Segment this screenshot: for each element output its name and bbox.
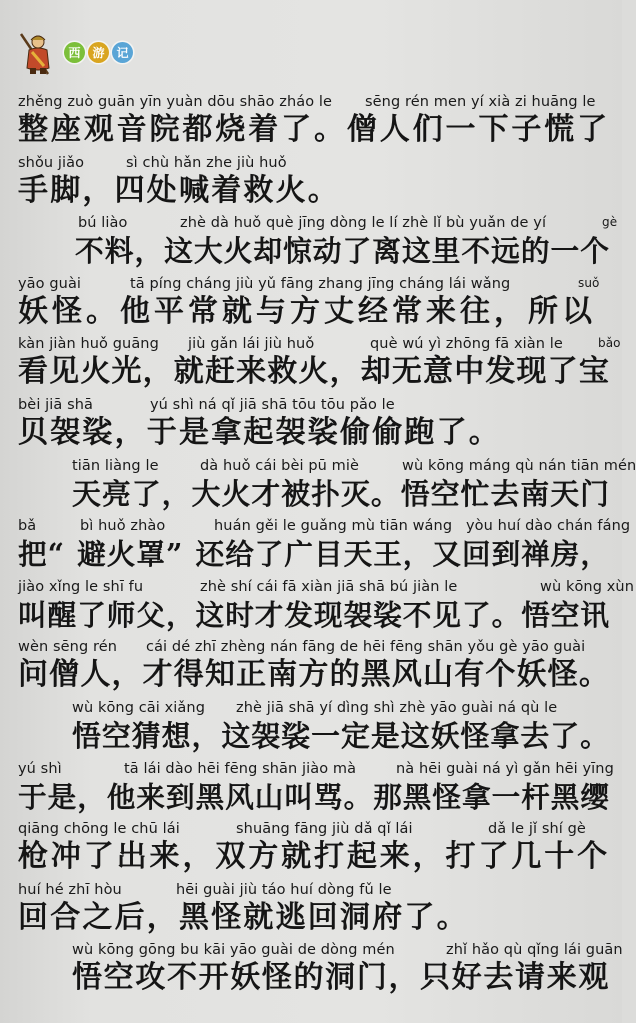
pinyin-text: wù kōng cāi xiǎng <box>72 700 206 716</box>
hanzi-text: 贝 袈 裟 ， 于 是 拿 起 袈 裟 偷 偷 跑 了 。 <box>18 415 499 450</box>
pinyin-text: zhè jiā shā yí dìng shì zhè yāo guài ná qù le <box>236 700 558 716</box>
pinyin-text: bǎ <box>18 518 37 535</box>
pinyin-text: zhè dà huǒ què jīng dòng le lí zhè lǐ bù yuǎn de yí <box>180 215 547 232</box>
hanzi-text: 看 见 火 光 ， 就 赶 来 救 火 ， 却 无 意 中 发 现 了 宝 <box>18 354 609 390</box>
pinyin-text: tā píng cháng jiù yǔ fāng zhang jīng cháng lái wǎng <box>130 275 511 292</box>
pinyin-text: bǎo <box>598 336 621 351</box>
pinyin-text: wù kōng máng qù nán tiān mén <box>402 457 636 474</box>
hanzi-text: 天 亮 了 ， 大 火 才 被 扑 灭 。 悟 空 忙 去 南 天 门 <box>72 476 609 511</box>
pinyin-text: gè <box>602 215 618 230</box>
pinyin-text: yòu huí dào chán fáng <box>466 518 631 535</box>
pinyin-text: jiù gǎn lái jiù huǒ <box>188 336 315 353</box>
pinyin-text: qiāng chōng le chū lái <box>18 821 180 838</box>
pinyin-text: suǒ <box>578 275 600 290</box>
hanzi-text: 把 “ 避 火 罩 ” 还 给 了 广 目 天 王 ， 又 回 到 禅 房 ， <box>18 537 609 572</box>
text-line <box>0 94 622 154</box>
pinyin-text: jiào xǐng le shī fu <box>18 578 144 595</box>
text-line <box>0 336 622 396</box>
hanzi-text: 手 脚 ， 四 处 喊 着 救 火 。 <box>18 172 338 208</box>
pinyin-text: shuāng fāng jiù dǎ qǐ lái <box>236 821 413 838</box>
hanzi-text: 妖 怪 。 他 平 常 就 与 方 丈 经 常 来 往 ， 所 以 <box>18 293 592 329</box>
pinyin-text: zhǐ hǎo qù qǐng lái guān <box>446 942 623 959</box>
pinyin-text: bú liào <box>78 215 128 232</box>
pinyin-text: huí hé zhī hòu <box>18 881 122 898</box>
pinyin-text: bì huǒ zhào <box>80 518 166 535</box>
title-char-badge: 记 <box>112 42 133 63</box>
text-line <box>0 942 622 1002</box>
pinyin-text: tiān liàng le <box>72 457 159 474</box>
pinyin-text: zhěng zuò guān yīn yuàn dōu shāo zháo le <box>18 94 333 110</box>
pinyin-text: kàn jiàn huǒ guāng <box>18 336 159 353</box>
text-line <box>0 578 634 639</box>
text-line <box>0 821 622 881</box>
text-line <box>0 882 622 942</box>
text-line <box>0 761 622 821</box>
text-line <box>0 700 622 760</box>
pinyin-text: bèi jiā shā <box>18 397 94 413</box>
text-line <box>0 155 622 215</box>
hanzi-text: 枪 冲 了 出 来 ， 双 方 就 打 起 来 ， 打 了 几 十 个 <box>18 839 608 875</box>
pinyin-text: dǎ le jǐ shí gè <box>488 821 586 838</box>
pinyin-text: huán gěi le guǎng mù tiān wáng <box>214 518 453 535</box>
text-line <box>0 397 622 457</box>
text-line <box>0 518 631 578</box>
pinyin-text: yú shì ná qǐ jiā shā tōu tōu pǎo le <box>150 397 395 413</box>
pinyin-text: sēng rén men yí xià zi huāng le <box>365 94 596 110</box>
text-line <box>0 639 622 699</box>
monk-with-staff-icon <box>18 30 58 76</box>
pinyin-text: dà huǒ cái bèi pū miè <box>200 457 359 474</box>
hanzi-text: 于 是 ， 他 来 到 黑 风 山 叫 骂 。 那 黑 怪 拿 一 杆 黑 缨 <box>18 779 609 814</box>
pinyin-text: nà hēi guài ná yì gǎn hēi yīng <box>396 760 614 777</box>
hanzi-text: 悟 空 攻 不 开 妖 怪 的 洞 门 ， 只 好 去 请 来 观 <box>72 960 609 996</box>
hanzi-text: 悟 空 猜 想 ， 这 袈 裟 一 定 是 这 妖 怪 拿 去 了 。 <box>72 719 609 753</box>
title-char-badge: 游 <box>88 42 109 63</box>
text-line <box>0 457 636 518</box>
pinyin-text: zhè shí cái fā xiàn jiā shā bú jiàn le <box>200 578 458 595</box>
pinyin-text: tā lái dào hēi fēng shān jiào mà <box>124 760 357 777</box>
pinyin-text: wèn sēng rén <box>18 639 118 656</box>
text-line <box>0 276 622 336</box>
pinyin-text: yāo guài <box>18 275 82 292</box>
text-line <box>0 215 622 275</box>
pinyin-text: sì chù hǎn zhe jiù huǒ <box>126 154 287 171</box>
hanzi-text: 回 合 之 后 ， 黑 怪 就 逃 回 洞 府 了 。 <box>18 899 467 935</box>
pinyin-text: cái dé zhī zhèng nán fāng de hēi fēng shān yǒu gè yāo guài <box>146 639 586 656</box>
hanzi-text: 不 料 ， 这 大 火 却 惊 动 了 离 这 里 不 远 的 一 个 <box>75 234 609 269</box>
page-header <box>18 30 218 74</box>
title-char-badge: 西 <box>64 42 85 63</box>
hanzi-text: 整 座 观 音 院 都 烧 着 了 。 僧 人 们 一 下 子 慌 了 <box>18 112 608 147</box>
pinyin-text: wù kōng xùn <box>540 578 634 595</box>
pinyin-text: shǒu jiǎo <box>18 154 85 171</box>
pinyin-text: wù kōng gōng bu kāi yāo guài de dòng mén <box>72 942 395 959</box>
pinyin-text: hēi guài jiù táo huí dòng fǔ le <box>176 881 392 898</box>
pinyin-text: yú shì <box>18 760 62 777</box>
pinyin-text: què wú yì zhōng fā xiàn le <box>370 336 563 353</box>
hanzi-text: 叫 醒 了 师 父 ， 这 时 才 发 现 袈 裟 不 见 了 。 悟 空 讯 <box>18 597 609 632</box>
hanzi-text: 问 僧 人 ， 才 得 知 正 南 方 的 黑 风 山 有 个 妖 怪 。 <box>18 657 609 693</box>
